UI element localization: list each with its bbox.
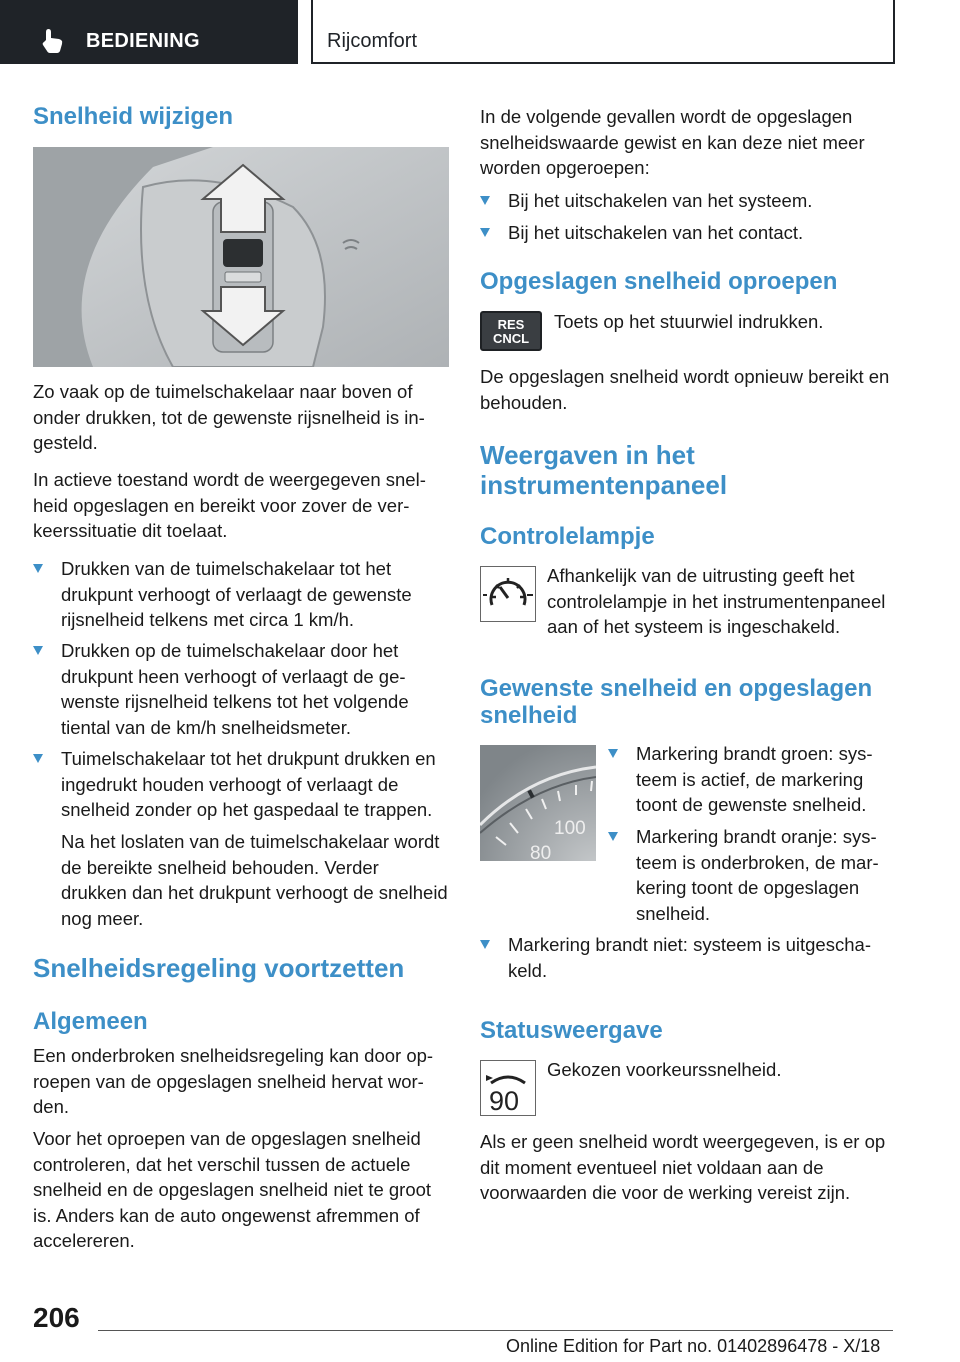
hand-pointer-icon <box>40 28 66 54</box>
triangle-bullet-icon <box>33 646 43 655</box>
list-item-text: Markering brandt groen: systeem is actief, de markering toont de gewenste snelheid. <box>636 743 873 815</box>
paragraph-opnieuw-bereikt: De opgeslagen snelheid wordt opnieuw bereikt en behouden. <box>480 366 890 413</box>
set-speed-status-icon <box>480 1060 536 1116</box>
steering-wheel-illustration <box>33 147 449 367</box>
page-number: 206 <box>33 1302 80 1333</box>
heading-algemeen: Algemeen <box>33 1008 148 1035</box>
heading-opgeslagen-oproepen: Opgeslagen snelheid oproepen <box>480 268 838 295</box>
paragraph-actieve-toestand: In actieve toestand wordt de weergegeven snelheid opgeslagen en bereikt voor zover de verkeerssituatie dit toelaat. <box>33 469 426 541</box>
footer-divider <box>98 1330 893 1331</box>
chapter-label: BEDIENING <box>86 30 200 52</box>
status-description: Gekozen voorkeurssnelheid. <box>547 1059 782 1080</box>
triangle-bullet-icon <box>608 832 618 841</box>
triangle-bullet-icon <box>480 228 490 237</box>
list-item-text: Markering brandt oranje: systeem is onderbroken, de markering toont de opgeslagen snelheid. <box>636 826 879 924</box>
res-cncl-button-icon <box>480 311 542 351</box>
paragraph-na-loslaten: Na het loslaten van de tuimelschakelaar wordt de bereikte snelheid behouden. Verder drukken dan het drukpunt verhoogt de snelheid nog meer. <box>61 831 448 929</box>
triangle-bullet-icon <box>480 940 490 949</box>
cruise-control-lamp-icon <box>480 566 536 622</box>
heading-gewenste-snelheid: Gewenste snelheid en opgeslagen snelheid <box>480 675 873 729</box>
section-tab <box>311 0 895 64</box>
triangle-bullet-icon <box>33 754 43 763</box>
res-description: Toets op het stuurwiel indrukken. <box>554 311 824 332</box>
list-item-text: Drukken van de tuimelschakelaar tot het drukpunt verhoogt of verlaagt de gewenste rijsnelheid telkens met circa 1 km/h. <box>61 558 412 630</box>
heading-snelheid-wijzigen: Snelheid wijzigen <box>33 103 234 130</box>
list-item-text: Tuimelschakelaar tot het drukpunt drukken en ingedrukt houden verhoogt of verlaagt de snelheid zonder op het gaspedaal te trappen. <box>61 748 436 820</box>
section-label: Rijcomfort <box>327 30 418 52</box>
cncl-label: CNCL <box>492 331 530 346</box>
heading-statusweergave: Statusweergave <box>480 1017 663 1044</box>
paragraph-oproepen-controleren: Voor het oproepen van de opgeslagen snelheid controleren, dat het verschil tussen de actuele snelheid en de opgeslagen snelheid niet te groot is. Anders kan de auto ongewenst afremmen of accelereren. <box>33 1128 432 1251</box>
controlelampje-description: Afhankelijk van de uitrusting geeft het controlelampje in het instrumentenpaneel aan of het systeem is ingeschakeld. <box>547 565 886 637</box>
triangle-bullet-icon <box>608 749 618 758</box>
paragraph-gewist: In de volgende gevallen wordt de opgeslagen snelheidswaarde gewist en kan deze niet meer worden opgeroepen: <box>480 106 865 178</box>
heading-weergaven: Weergaven in het instrumentenpaneel <box>480 440 728 500</box>
status-speed-value: 90 <box>489 1086 520 1115</box>
paragraph-druk-tuimelschakelaar: Zo vaak op de tuimelschakelaar naar boven of onder drukken, tot de gewenste rijsnelheid is ingesteld. <box>33 381 425 453</box>
list-item-text: Drukken op de tuimelschakelaar door het drukpunt heen verhoogt of verlaagt de gewenste rijsnelheid telkens tot het volgende tiental van de km/h snelheidsmeter. <box>61 640 409 738</box>
heading-controlelampje: Controlelampje <box>480 523 655 550</box>
paragraph-geen-snelheid: Als er geen snelheid wordt weergegeven, is er op dit moment eventueel niet voldaan aan de voorwaarden die voor de werking vereist zijn. <box>480 1131 886 1203</box>
gauge-label-80: 80 <box>530 843 552 861</box>
steering-wheel-figure <box>33 147 449 367</box>
list-item-text: Bij het uitschakelen van het contact. <box>508 222 804 243</box>
triangle-bullet-icon <box>33 564 43 573</box>
gauge-label-100: 100 <box>554 818 586 839</box>
triangle-bullet-icon <box>480 196 490 205</box>
list-item-text: Bij het uitschakelen van het systeem. <box>508 190 813 211</box>
speedometer-image <box>480 745 596 861</box>
chapter-tab[interactable] <box>0 0 298 64</box>
list-item-text: Markering brandt niet: systeem is uitgeschakeld. <box>508 934 871 981</box>
footer-edition: Online Edition for Part no. 01402896478 - X/18 <box>506 1336 881 1356</box>
heading-snelheidsregeling-voortzetten: Snelheidsregeling voortzetten <box>33 953 405 983</box>
paragraph-onderbroken: Een onderbroken snelheidsregeling kan door oproepen van de opgeslagen snelheid hervat worden. <box>33 1045 434 1117</box>
res-label: RES <box>497 317 525 332</box>
